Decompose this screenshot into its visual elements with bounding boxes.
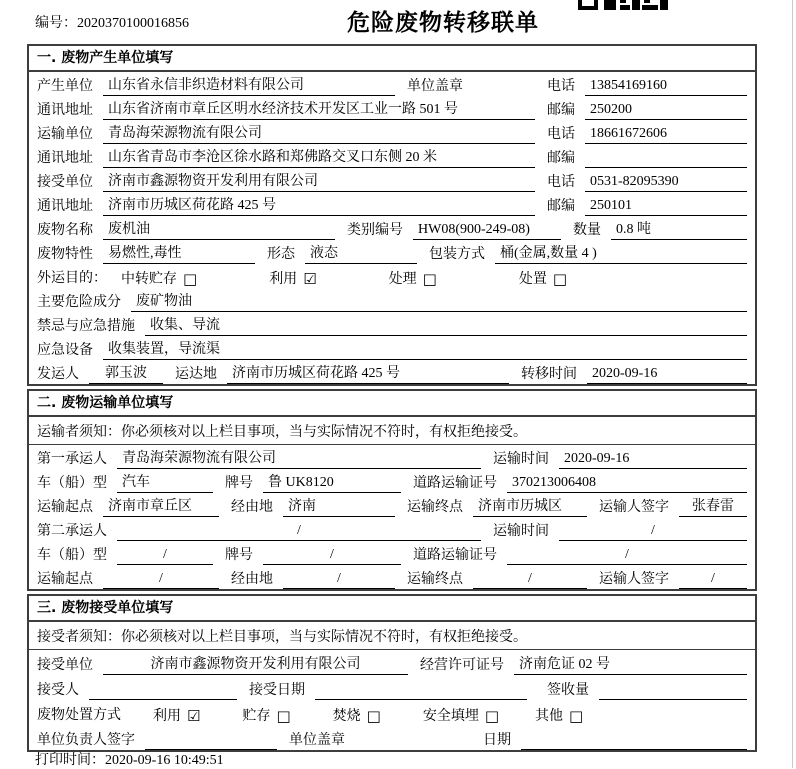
acceptor-label: 接受人 — [37, 683, 79, 698]
row-shipper — [29, 360, 755, 384]
shipper-value: 郭玉波 — [89, 364, 163, 384]
disposal-option-reuse — [153, 705, 200, 725]
transporter-value: 青岛海荣源物流有限公司 — [103, 124, 535, 144]
via-label: 经由地 — [231, 572, 273, 587]
plate-value: / — [263, 545, 401, 565]
transporter-sign-value: 张春雷 — [679, 497, 747, 517]
disposal-label: 废物处置方式 — [37, 708, 121, 723]
disposal-option-other — [535, 705, 583, 725]
option-label: 利用 — [153, 709, 181, 724]
transporter-sign-value: / — [679, 569, 747, 589]
quantity-label: 数量 — [573, 223, 601, 238]
transporter-label: 运输单位 — [37, 127, 93, 142]
form-label: 形态 — [267, 247, 295, 262]
option-label: 中转贮存 — [121, 272, 177, 287]
received-qty-label: 签收量 — [547, 683, 589, 698]
receive-unit-label: 接受单位 — [37, 658, 93, 673]
purpose-option-transfer-storage — [121, 268, 197, 288]
plate-label: 牌号 — [225, 476, 253, 491]
origin-value: 济南市章丘区 — [103, 497, 219, 517]
address-value: 山东省青岛市李沧区徐水路和郑佛路交叉口东侧 20 米 — [103, 148, 535, 168]
disposal-option-landfill — [423, 705, 499, 725]
destination-label: 运达地 — [175, 367, 217, 382]
vehicle-type-value: 汽车 — [117, 473, 213, 493]
received-qty-value — [599, 699, 747, 700]
origin-value: / — [103, 569, 219, 589]
checkbox-storage-icon: □ — [276, 707, 291, 725]
property-value: 易燃性,毒性 — [103, 244, 255, 264]
category-value: HW08(900-249-08) — [413, 220, 561, 240]
zip-value — [585, 167, 747, 168]
unit-seal-label: 单位盖章 — [407, 79, 463, 94]
address-label: 通讯地址 — [37, 199, 93, 214]
row-acceptor — [29, 675, 755, 700]
checkbox-transfer-storage-icon: □ — [183, 270, 198, 288]
emergency-value: 收集、导流 — [145, 316, 747, 336]
unit-seal-label: 单位盖章 — [289, 733, 345, 748]
producer-label: 产生单位 — [37, 79, 93, 94]
category-label: 类别编号 — [347, 223, 403, 238]
endpoint-label: 运输终点 — [407, 572, 463, 587]
phone-value: 13854169160 — [585, 76, 747, 96]
leader-sign-label: 单位负责人签字 — [37, 733, 135, 748]
endpoint-value: 济南市历城区 — [473, 497, 587, 517]
option-label: 贮存 — [242, 709, 271, 724]
carrier-label: 第二承运人 — [37, 524, 107, 539]
section-transporter-title: 二. 废物运输单位填写 — [29, 391, 755, 417]
equipment-value: 收集装置，导流渠 — [103, 340, 747, 360]
carrier-value: 青岛海荣源物流有限公司 — [117, 449, 481, 469]
packing-value: 桶(金属,数量 4 ) — [495, 244, 747, 264]
section-receiver — [27, 594, 757, 752]
checkbox-disposal-icon: □ — [552, 270, 568, 288]
phone-label: 电话 — [547, 127, 575, 142]
phone-label: 电话 — [547, 175, 575, 190]
producer-value: 山东省永信非织造材料有限公司 — [103, 76, 395, 96]
vehicle-type-value: / — [117, 545, 213, 565]
purpose-option-disposal — [519, 268, 567, 288]
serial-value: 2020370100016856 — [77, 16, 189, 31]
endpoint-label: 运输终点 — [407, 500, 463, 515]
row-emergency — [29, 312, 755, 336]
origin-label: 运输起点 — [37, 500, 93, 515]
hazard-value: 废矿物油 — [131, 292, 747, 312]
option-label: 利用 — [269, 272, 298, 287]
permit-value: 济南危证 02 号 — [514, 655, 747, 675]
checkbox-other-icon: □ — [569, 707, 584, 725]
row-hazard — [29, 288, 755, 312]
row-transporter-address — [29, 144, 755, 168]
transfer-time-value: 2020-09-16 — [587, 364, 747, 384]
checkbox-treatment-icon: □ — [422, 270, 437, 288]
section-transporter — [27, 389, 757, 591]
road-license-label: 道路运输证号 — [413, 476, 497, 491]
transfer-time-label: 转移时间 — [521, 367, 577, 382]
row-receiver-address — [29, 192, 755, 216]
destination-value: 济南市历城区荷花路 425 号 — [227, 364, 509, 384]
checkbox-reuse-icon: ☑ — [303, 270, 317, 288]
checkbox-reuse-icon: ☑ — [187, 707, 201, 725]
option-label: 处置 — [518, 272, 547, 287]
purpose-option-reuse — [269, 268, 316, 288]
date-label: 日期 — [483, 733, 511, 748]
print-time-label: 打印时间： — [35, 753, 105, 768]
zip-label: 邮编 — [547, 103, 575, 118]
print-time-value: 2020-09-16 10:49:51 — [105, 753, 224, 768]
row-producer-address — [29, 96, 755, 120]
row-receive-unit — [29, 650, 755, 675]
address-label: 通讯地址 — [37, 151, 93, 166]
zip-label: 邮编 — [547, 199, 575, 214]
row-vehicle-1 — [29, 469, 755, 493]
checkbox-landfill-icon: □ — [484, 707, 500, 725]
phone-label: 电话 — [547, 79, 575, 94]
transport-time-label: 运输时间 — [493, 452, 549, 467]
page-edge-line — [792, 0, 793, 768]
option-label: 焚烧 — [332, 709, 361, 724]
row-receiver — [29, 168, 755, 192]
row-route-1 — [29, 493, 755, 517]
vehicle-type-label: 车（船）型 — [37, 548, 107, 563]
disposal-option-storage — [242, 705, 290, 725]
row-purpose — [29, 264, 755, 288]
row-route-2 — [29, 565, 755, 589]
road-license-value: 370213006408 — [507, 473, 747, 493]
carrier-value: / — [117, 521, 481, 541]
row-waste-property — [29, 240, 755, 264]
receiver-notice: 接受者须知：你必须核对以上栏目事项，当与实际情况不符时，有权拒绝接受。 — [29, 622, 755, 650]
row-equipment — [29, 336, 755, 360]
form-body — [27, 44, 757, 755]
permit-label: 经营许可证号 — [420, 658, 504, 673]
carrier-label: 第一承运人 — [37, 452, 107, 467]
row-disposal-method — [29, 700, 755, 725]
vehicle-type-label: 车（船）型 — [37, 476, 107, 491]
row-vehicle-2 — [29, 541, 755, 565]
section-producer — [27, 44, 757, 386]
via-label: 经由地 — [231, 500, 273, 515]
receiver-label: 接受单位 — [37, 175, 93, 190]
checkbox-incineration-icon: □ — [366, 707, 381, 725]
property-label: 废物特性 — [37, 247, 93, 262]
transport-time-value: 2020-09-16 — [559, 449, 747, 469]
serial-label: 编号： — [35, 16, 77, 31]
phone-value: 0531-82095390 — [585, 172, 747, 192]
receiver-value: 济南市鑫源物资开发利用有限公司 — [103, 172, 535, 192]
transporter-sign-label: 运输人签字 — [599, 500, 669, 515]
option-label: 处理 — [388, 272, 417, 287]
date-value — [521, 749, 747, 750]
form-value: 液态 — [305, 244, 417, 264]
purpose-option-treatment — [389, 268, 437, 288]
acceptor-value — [89, 699, 237, 700]
section-receiver-title: 三. 废物接受单位填写 — [29, 596, 755, 622]
row-transporter — [29, 120, 755, 144]
receive-unit-value: 济南市鑫源物资开发利用有限公司 — [103, 655, 408, 675]
print-time — [35, 749, 224, 769]
via-value: 济南 — [283, 497, 395, 517]
row-waste-name — [29, 216, 755, 240]
transporter-sign-label: 运输人签字 — [599, 572, 669, 587]
transport-time-value: / — [559, 521, 747, 541]
waste-name-label: 废物名称 — [37, 223, 93, 238]
via-value: / — [283, 569, 395, 589]
row-producer — [29, 72, 755, 96]
road-license-value: / — [507, 545, 747, 565]
plate-label: 牌号 — [225, 548, 253, 563]
shipper-label: 发运人 — [37, 367, 79, 382]
origin-label: 运输起点 — [37, 572, 93, 587]
accept-date-value — [315, 699, 527, 700]
purpose-label: 外运目的： — [37, 271, 107, 286]
zip-value: 250101 — [585, 196, 747, 216]
row-leader-sign — [29, 725, 755, 750]
hazard-label: 主要危险成分 — [37, 295, 121, 310]
section-producer-title: 一. 废物产生单位填写 — [29, 46, 755, 72]
zip-label: 邮编 — [547, 151, 575, 166]
plate-value: 鲁 UK8120 — [263, 473, 401, 493]
emergency-label: 禁忌与应急措施 — [37, 319, 135, 334]
equipment-label: 应急设备 — [37, 343, 93, 358]
endpoint-value: / — [473, 569, 587, 589]
quantity-value: 0.8 吨 — [611, 220, 747, 240]
road-license-label: 道路运输证号 — [413, 548, 497, 563]
zip-value: 250200 — [585, 100, 747, 120]
address-label: 通讯地址 — [37, 103, 93, 118]
address-value: 山东省济南市章丘区明水经济技术开发区工业一路 501 号 — [103, 100, 535, 120]
option-label: 其他 — [535, 709, 564, 724]
address-value: 济南市历城区荷花路 425 号 — [103, 196, 535, 216]
waste-name-value: 废机油 — [103, 220, 335, 240]
page-title: 危险废物转移联单 — [347, 10, 539, 36]
transporter-notice: 运输者须知：你必须核对以上栏目事项，当与实际情况不符时，有权拒绝接受。 — [29, 417, 755, 445]
transport-time-label: 运输时间 — [493, 524, 549, 539]
row-carrier-2 — [29, 517, 755, 541]
disposal-option-incineration — [333, 705, 381, 725]
option-label: 安全填埋 — [422, 709, 479, 724]
packing-label: 包装方式 — [429, 247, 485, 262]
phone-value: 18661672606 — [585, 124, 747, 144]
row-carrier-1 — [29, 445, 755, 469]
accept-date-label: 接受日期 — [249, 683, 305, 698]
